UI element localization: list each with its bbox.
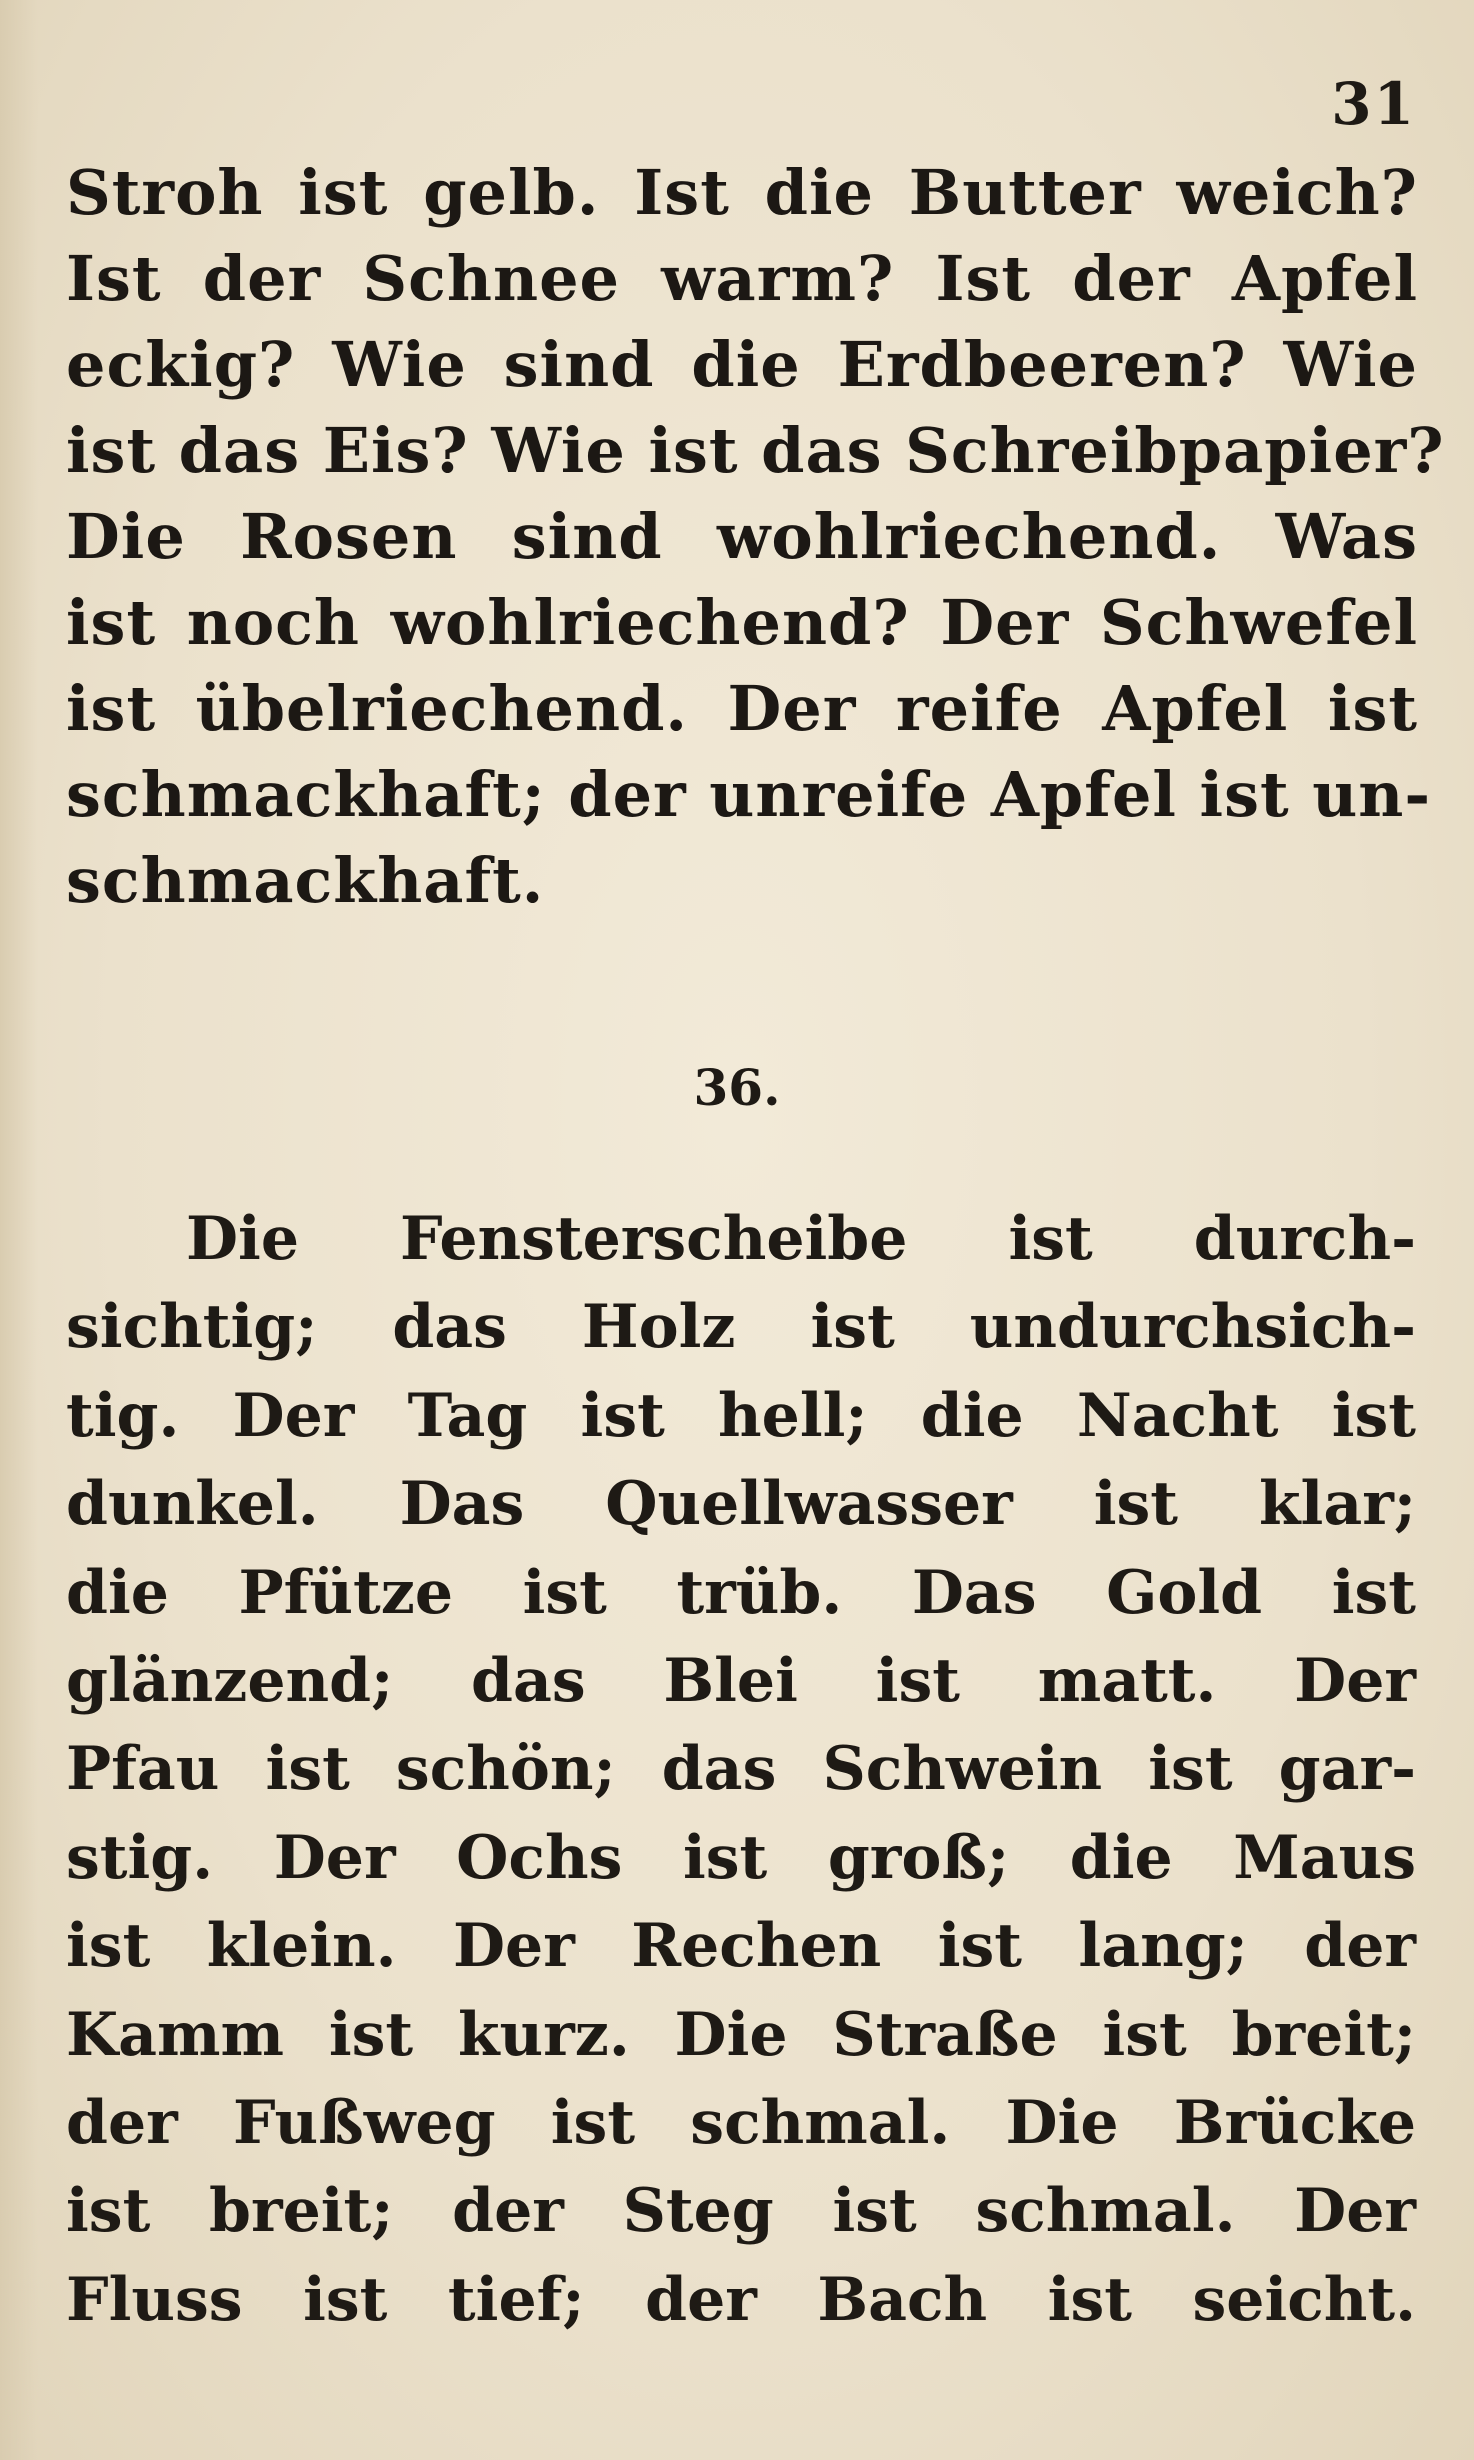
page-number: 31	[1331, 70, 1416, 138]
text-line: tig. Der Tag ist hell; die Nacht ist	[66, 1380, 1416, 1451]
fraktur-paragraph	[66, 150, 1445, 924]
text-line: Ist der Schnee warm? Ist der Apfel	[66, 242, 1418, 315]
text-line: ist übelriechend. Der reife Apfel ist	[66, 672, 1418, 745]
text-line: Die Fensterscheibe ist durch-	[186, 1204, 1416, 1274]
text-line: ist noch wohlriechend? Der Schwefel	[66, 586, 1418, 659]
text-line: eckig? Wie sind die Erdbeeren? Wie	[66, 328, 1418, 401]
text-line: dunkel. Das Quellwasser ist klar;	[66, 1469, 1416, 1540]
text-line: Kamm ist kurz. Die Straße ist breit;	[66, 1999, 1416, 2070]
text-line: der Fußweg ist schmal. Die Brücke	[66, 2087, 1416, 2158]
text-line: Stroh ist gelb. Ist die Butter weich?	[66, 156, 1418, 229]
text-line: sichtig; das Holz ist undurchsich-	[66, 1292, 1416, 1363]
antiqua-paragraph	[66, 1195, 1416, 2344]
section-number: 36.	[693, 1058, 781, 1117]
text-line: stig. Der Ochs ist groß; die Maus	[66, 1822, 1416, 1893]
text-line: ist klein. Der Rechen ist lang; der	[66, 1911, 1416, 1982]
text-line: schmackhaft.	[66, 844, 545, 917]
text-line: ist das Eis? Wie ist das Schreibpapier?	[66, 414, 1445, 487]
text-line: die Pfütze ist trüb. Das Gold ist	[66, 1557, 1416, 1628]
text-line: glänzend; das Blei ist matt. Der	[66, 1645, 1416, 1716]
page-left-edge	[0, 0, 38, 2460]
text-line: ist breit; der Steg ist schmal. Der	[66, 2176, 1416, 2247]
text-line: schmackhaft; der unreife Apfel ist un-	[66, 758, 1432, 831]
text-line: Fluss ist tief; der Bach ist seicht.	[66, 2264, 1416, 2335]
text-line: Pfau ist schön; das Schwein ist gar-	[66, 1734, 1416, 1805]
text-line: Die Rosen sind wohlriechend. Was	[66, 500, 1418, 573]
